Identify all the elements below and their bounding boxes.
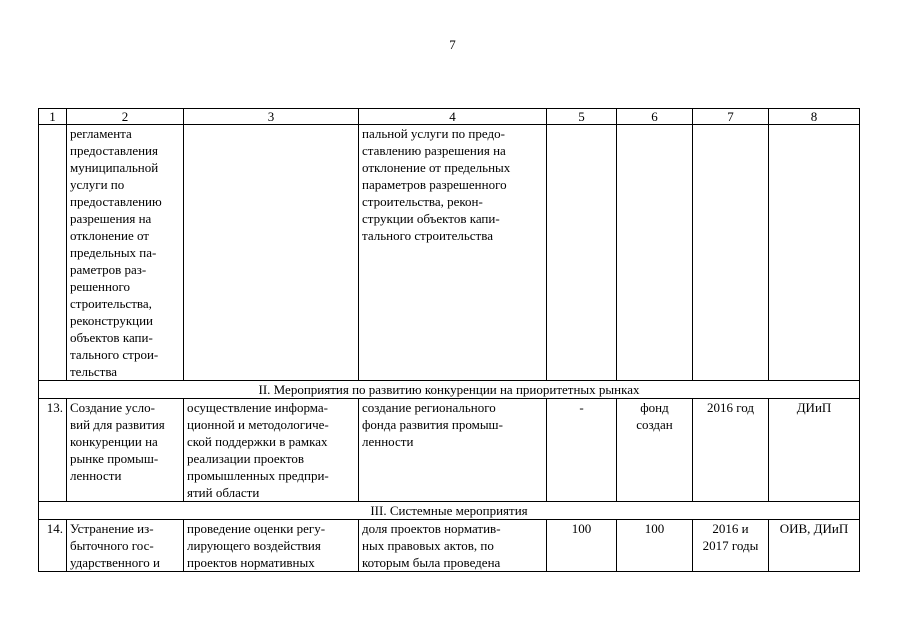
text-line: строительства, xyxy=(70,296,152,311)
text-line: создание регионального xyxy=(362,400,496,415)
cell-event-name xyxy=(67,520,184,572)
text-line: быточного гос- xyxy=(70,538,154,553)
cell-target-value xyxy=(617,399,693,502)
text-line: проектов нормативных xyxy=(187,555,315,570)
table-row-continuation xyxy=(39,125,860,381)
cell-target-value: 100 xyxy=(617,520,693,572)
text-line: разрешения на xyxy=(70,211,152,226)
text-line: предоставлению xyxy=(70,194,162,209)
text-line: фонда развития промыш- xyxy=(362,417,503,432)
row-number: 13. xyxy=(39,399,67,502)
text-line: ленности xyxy=(362,434,414,449)
cell-description xyxy=(184,520,359,572)
text-line: промышленных предпри- xyxy=(187,468,329,483)
text-line: ных правовых актов, по xyxy=(362,538,494,553)
column-number: 1 xyxy=(39,109,67,125)
text-line: ленности xyxy=(70,468,122,483)
text-line: ятий области xyxy=(187,485,260,500)
text-line: тельства xyxy=(70,364,118,379)
text-line: решенного xyxy=(70,279,130,294)
text-line: раметров раз- xyxy=(70,262,147,277)
text-line: 2016 и xyxy=(712,521,749,536)
table-row xyxy=(39,399,860,502)
column-number: 5 xyxy=(547,109,617,125)
column-number-row xyxy=(39,109,860,125)
text-line: услуги по xyxy=(70,177,125,192)
text-line: строительства, рекон- xyxy=(362,194,483,209)
text-line: Устранение из- xyxy=(70,521,154,536)
cell-indicator xyxy=(359,520,547,572)
text-line: предельных па- xyxy=(70,245,157,260)
cell-responsible: ДИиП xyxy=(769,399,860,502)
column-number: 4 xyxy=(359,109,547,125)
text-line: ставлению разрешения на xyxy=(362,143,506,158)
text-line: предоставления xyxy=(70,143,158,158)
text-line: пальной услуги по предо- xyxy=(362,126,505,141)
text-line: фонд xyxy=(640,400,669,415)
text-line: ударственного и xyxy=(70,555,160,570)
text-line: доля проектов норматив- xyxy=(362,521,501,536)
text-line: регламента xyxy=(70,126,132,141)
cell-event-name xyxy=(67,125,184,381)
cell-base-value: 100 xyxy=(547,520,617,572)
column-number: 2 xyxy=(67,109,184,125)
text-line: параметров разрешенного xyxy=(362,177,507,192)
section-heading-row xyxy=(39,502,860,520)
text-line: 2017 годы xyxy=(702,538,759,553)
cell-description xyxy=(184,399,359,502)
text-line: проведение оценки регу- xyxy=(187,521,326,536)
text-line: конкуренции на xyxy=(70,434,158,449)
cell-responsible: ОИВ, ДИиП xyxy=(769,520,860,572)
cell-deadline xyxy=(693,520,769,572)
page-number: 7 xyxy=(449,37,456,52)
cell-base-value: - xyxy=(547,399,617,502)
cell-deadline: 2016 год xyxy=(693,399,769,502)
column-number: 6 xyxy=(617,109,693,125)
text-line: тального строи- xyxy=(70,347,159,362)
text-line: рынке промыш- xyxy=(70,451,159,466)
column-number: 7 xyxy=(693,109,769,125)
text-line: струкции объектов капи- xyxy=(362,211,500,226)
text-line: лирующего воздействия xyxy=(187,538,321,553)
text-line: ционной и методологиче- xyxy=(187,417,329,432)
row-number: 14. xyxy=(39,520,67,572)
column-number: 8 xyxy=(769,109,860,125)
table-row xyxy=(39,520,860,572)
text-line: объектов капи- xyxy=(70,330,153,345)
text-line: отклонение от xyxy=(70,228,149,243)
measures-table xyxy=(38,108,860,572)
text-line: тального строительства xyxy=(362,228,493,243)
text-line: реконструкции xyxy=(70,313,154,328)
cell-indicator xyxy=(359,399,547,502)
section-heading-row xyxy=(39,381,860,399)
section-heading: III. Системные мероприятия xyxy=(39,502,860,520)
cell-event-name xyxy=(67,399,184,502)
column-number: 3 xyxy=(184,109,359,125)
text-line: которым была проведена xyxy=(362,555,501,570)
text-line: ской поддержки в рамках xyxy=(187,434,328,449)
text-line: отклонение от предельных xyxy=(362,160,511,175)
text-line: вий для развития xyxy=(70,417,165,432)
section-heading: II. Мероприятия по развитию конкуренции на приоритетных рынках xyxy=(39,381,860,399)
text-line: осуществление информа- xyxy=(187,400,329,415)
text-line: муниципальной xyxy=(70,160,159,175)
cell-indicator xyxy=(359,125,547,381)
text-line: реализации проектов xyxy=(187,451,304,466)
text-line: Создание усло- xyxy=(70,400,155,415)
text-line: создан xyxy=(636,417,673,432)
